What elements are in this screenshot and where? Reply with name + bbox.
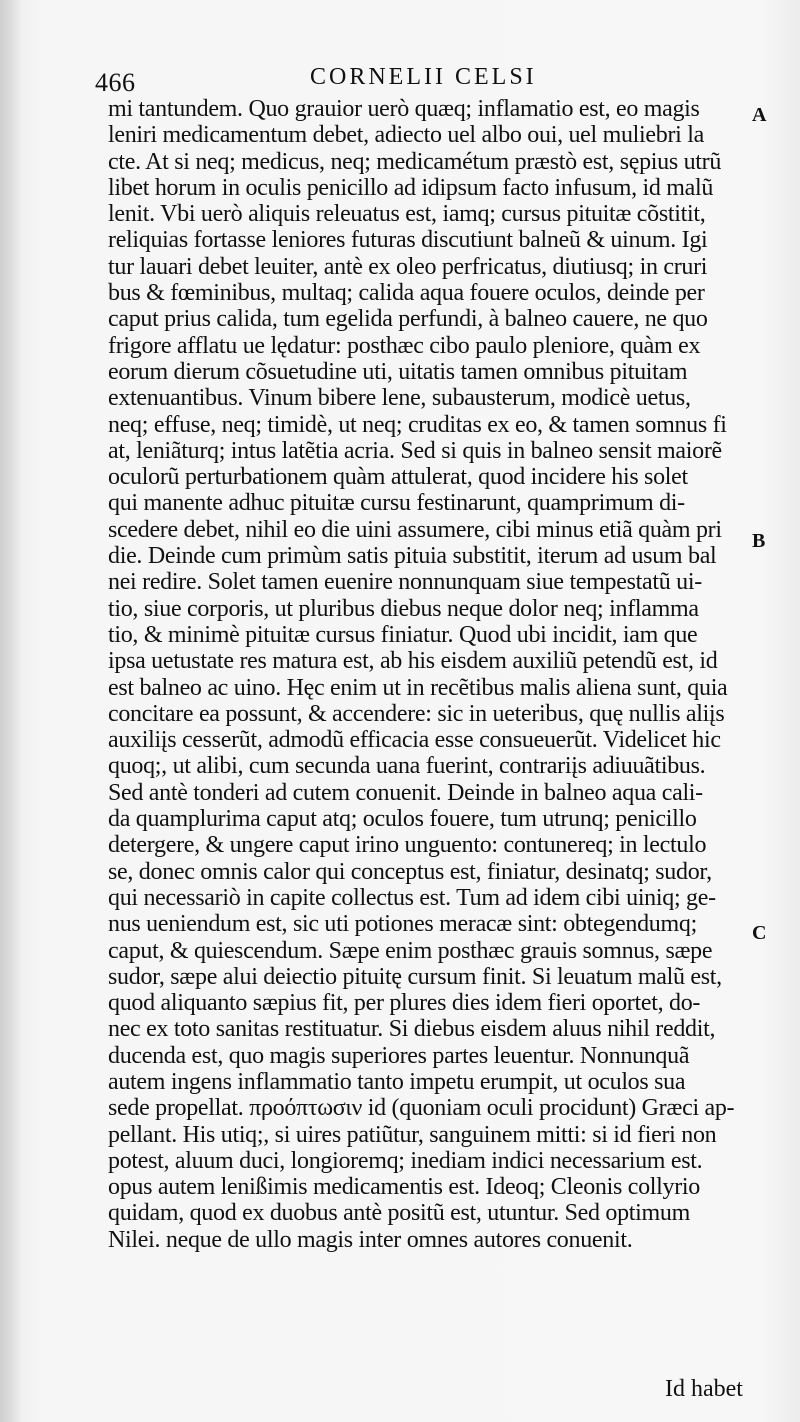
text-line: sede propellat. προόπτωσιν id (quoniam oculi procidunt) Græci ap- — [108, 1095, 735, 1122]
text-line: Sed antè tonderi ad cutem conuenit. Deinde in balneo aqua cali- — [108, 779, 703, 806]
text-line: scedere debet, nihil eo die uini assumere, cibi minus etiã quàm pri — [108, 516, 722, 543]
text-line: concitare ea possunt, & accendere: sic in ueteribus, quę nullis aliįs — [108, 700, 725, 727]
text-line: potest, aluum duci, longioremq; inediam indici necessarium est. — [108, 1147, 703, 1174]
text-line: ipsa uetustate res matura est, ab his eisdem auxiliũ petendũ est, id — [108, 648, 718, 675]
text-line: tur lauari debet leuiter, antè ex oleo perfricatus, diutiusq; in cruri — [108, 253, 708, 280]
text-line: libet horum in oculis penicillo ad idipsum facto infusum, id malũ — [108, 174, 714, 201]
text-line: auxiliįs cesserũt, admodũ efficacia esse consueuerũt. Videlicet hic — [108, 727, 721, 754]
text-line: est balneo ac uino. Hęc enim ut in recẽtibus malis aliena sunt, quia — [108, 674, 728, 701]
text-line: qui manente adhuc pituitæ cursu festinarunt, quamprimum di- — [108, 490, 685, 517]
text-line: nus ueniendum est, sic uti potiones meracæ sint: obtegendumq; — [108, 911, 697, 938]
gutter-shadow — [0, 0, 22, 1422]
text-line: tio, siue corporis, ut pluribus diebus neque dolor neq; inflamma — [108, 595, 699, 622]
margin-letter-a: A — [752, 104, 767, 126]
text-line: detergere, & ungere caput irino unguento: contunereq; in lectulo — [108, 832, 707, 859]
text-line: nec ex toto sanitas restituatur. Si diebus eisdem aluus nihil reddit, — [108, 1016, 716, 1043]
catchword: Id habet — [665, 1376, 743, 1402]
text-line: autem ingens inflammatio tanto impetu erumpit, ut oculos sua — [108, 1068, 686, 1095]
text-line: quod aliquanto sæpius fit, per plures dies idem fieri oportet, do- — [108, 990, 701, 1017]
text-line: mi tantundem. Quo grauior uerò quæq; inflamatio est, eo magis — [108, 96, 700, 122]
text-line: at, leniãturq; intus latẽtia acria. Sed si quis in balneo sensit maiorẽ — [108, 437, 722, 464]
text-line: caput, & quiescendum. Sæpe enim posthæc grauis somnus, sæpe — [108, 937, 713, 964]
text-line: se, donec omnis calor qui conceptus est, finiatur, desinatq; sudor, — [108, 858, 712, 885]
text-line: neq; effuse, neq; timidè, ut neq; cruditas ex eo, & tamen somnus fi — [108, 411, 727, 438]
text-line: nei redire. Solet tamen euenire nonnunquam siue tempestatũ ui- — [108, 569, 702, 596]
body-text — [108, 96, 770, 1253]
text-line: ducenda est, quo magis superiores partes leuentur. Nonnunquã — [108, 1042, 690, 1069]
text-line: frigore afflatu ue lędatur: posthæc cibo paulo pleniore, quàm ex — [108, 332, 701, 359]
text-line: bus & fœminibus, multaq; calida aqua fouere oculos, deinde per — [108, 280, 705, 307]
text-line: tio, & minimè pituitæ cursus finiatur. Quod ubi incidit, iam que — [108, 621, 698, 648]
text-line: die. Deinde cum primùm satis pituia substitit, iterum ad usum bal — [108, 543, 717, 570]
text-line: quoq;, ut alibi, cum secunda uana fuerint, contrariįs adiuuãtibus. — [108, 753, 706, 780]
margin-letter-c: C — [752, 922, 767, 944]
margin-letter-b: B — [752, 530, 766, 552]
page-number: 466 — [95, 68, 136, 97]
text-line: lenit. Vbi uerò aliquis releuatus est, iamq; cursus pituitæ cõstitit, — [108, 201, 706, 228]
text-line: da quamplurima caput atq; oculos fouere, tum utrunq; penicillo — [108, 806, 697, 833]
page-header — [95, 60, 715, 100]
text-line: oculorũ perturbationem quàm attulerat, quod incidere his solet — [108, 464, 688, 491]
text-line: pellant. His utiq;, si uires patiũtur, sanguinem mitti: si id fieri non — [108, 1121, 717, 1148]
text-line: leniri medicamentum debet, adiecto uel albo oui, uel muliebri la — [108, 122, 704, 149]
text-line: qui necessariò in capite collectus est. Tum ad idem cibi uiniq; ge- — [108, 884, 716, 911]
text-line: Nilei. neque de ullo magis inter omnes autores conuenit. — [108, 1226, 633, 1253]
text-line: quidam, quod ex duobus antè positũ est, utuntur. Sed optimum — [108, 1200, 690, 1227]
text-line: sudor, sæpe alui deiectio pituitę cursum finit. Si leuatum malũ est, — [108, 963, 722, 990]
text-line: caput prius calida, tum egelida perfundi, à balneo cauere, ne quo — [108, 306, 708, 333]
text-line: opus autem lenißimis medicamentis est. Ideoq; Cleonis collyrio — [108, 1174, 700, 1201]
text-line: extenuantibus. Vinum bibere lene, subausterum, modicè uetus, — [108, 385, 691, 412]
running-head: CORNELII CELSI — [310, 64, 537, 90]
text-line: eorum dierum cõsuetudine uti, uitatis tamen omnibus pituitam — [108, 358, 688, 385]
text-line: reliquias fortasse leniores futuras discutiunt balneũ & uinum. Igi — [108, 227, 708, 254]
text-line: cte. At si neq; medicus, neq; medicamétum præstò est, sępius utrũ — [108, 148, 722, 175]
